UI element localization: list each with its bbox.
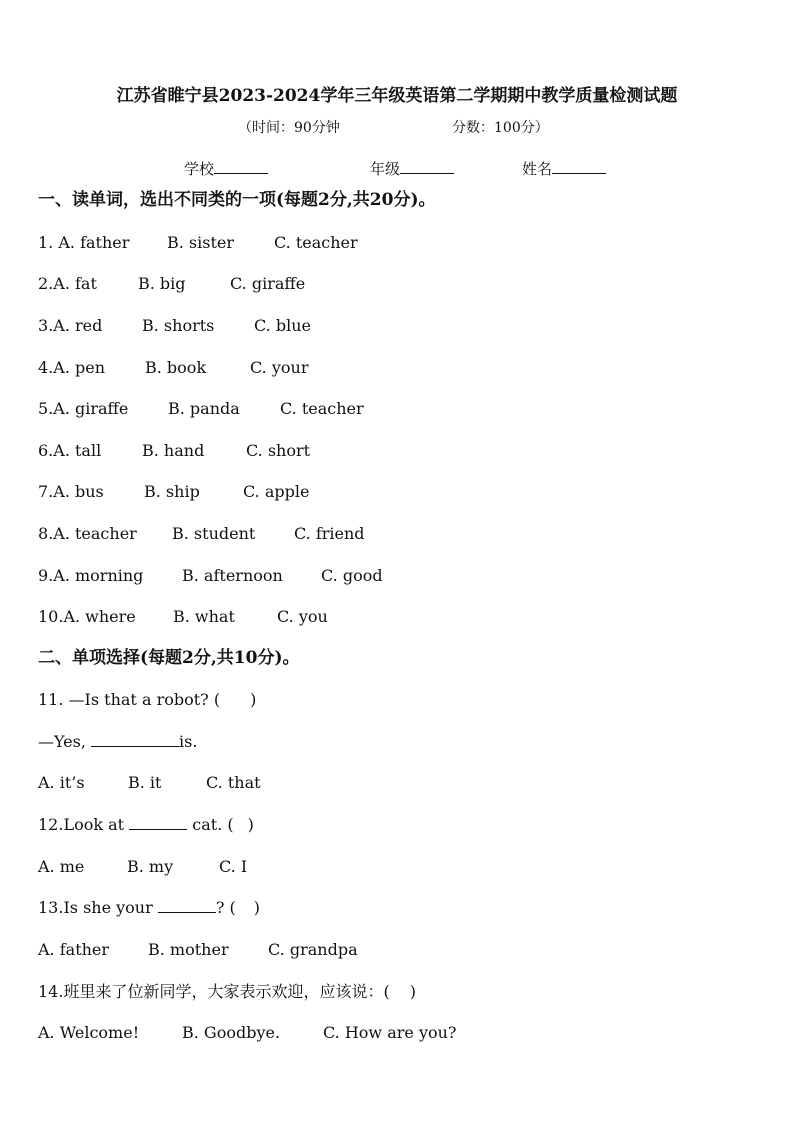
question-1 [38, 233, 358, 253]
question-12 [38, 815, 254, 835]
option-c: C. blue [254, 316, 311, 335]
name-label: 姓名 [522, 160, 553, 178]
option-b: B. ship [144, 482, 200, 501]
option-c: C. short [246, 441, 311, 460]
option-b: B. mother [148, 940, 229, 959]
reply-text-end: is. [179, 732, 198, 751]
option-c: C. grandpa [268, 940, 358, 959]
option-c: C. apple [243, 482, 310, 501]
option-c: C. How are you? [323, 1023, 457, 1042]
bracket-close: ) [247, 815, 254, 834]
question-11-options [38, 773, 261, 793]
question-8 [38, 524, 365, 544]
fill-blank[interactable] [158, 898, 216, 913]
section1-heading: 一、读单词，选出不同类的一项(每题2分,共20分)。 [38, 190, 436, 210]
section2-heading: 二、单项选择(每题2分,共10分)。 [38, 648, 300, 668]
question-stem: 12.Look at [38, 815, 130, 834]
question-13-options [38, 940, 358, 960]
option-a: 8.A. teacher [38, 524, 137, 543]
question-11 [38, 690, 256, 710]
option-c: C. giraffe [230, 274, 306, 293]
option-b: B. student [172, 524, 256, 543]
option-b: B. afternoon [182, 566, 283, 585]
time-label: （时间：90分钟 [238, 120, 340, 136]
option-a: 10.A. where [38, 607, 136, 626]
option-a: 5.A. giraffe [38, 399, 129, 418]
grade-field[interactable] [370, 159, 454, 179]
option-a: A. father [38, 940, 110, 959]
option-a: A. it’s [38, 773, 85, 792]
option-b: B. hand [142, 441, 205, 460]
option-a: 9.A. morning [38, 566, 144, 585]
fill-blank[interactable] [129, 815, 187, 830]
fill-blank[interactable] [91, 732, 179, 747]
option-a: 3.A. red [38, 316, 103, 335]
option-a: 4.A. pen [38, 358, 106, 377]
option-a: 7.A. bus [38, 482, 104, 501]
option-b: B. what [173, 607, 235, 626]
bracket-close: ) [250, 690, 257, 709]
question-3 [38, 316, 311, 336]
option-a: 1. A. father [38, 233, 130, 252]
school-blank[interactable] [214, 159, 268, 174]
option-b: B. panda [168, 399, 240, 418]
option-c: C. teacher [274, 233, 358, 252]
page-title: 江苏省睢宁县2023-2024学年三年级英语第二学期期中教学质量检测试题 [116, 86, 678, 106]
grade-label: 年级 [370, 160, 401, 178]
option-c: C. friend [294, 524, 365, 543]
option-c: C. teacher [280, 399, 364, 418]
bracket-close: ) [409, 982, 416, 1001]
score-label: 分数：100分） [452, 120, 549, 136]
option-b: B. Goodbye. [182, 1023, 281, 1042]
option-b: B. shorts [142, 316, 215, 335]
bracket-close: ) [253, 898, 260, 917]
question-2 [38, 274, 305, 294]
question-13 [38, 898, 260, 918]
option-b: B. it [128, 773, 162, 792]
option-b: B. my [127, 857, 174, 876]
option-b: B. big [138, 274, 186, 293]
school-label: 学校 [184, 160, 215, 178]
reply-text: —Yes, [38, 732, 92, 751]
name-blank[interactable] [552, 159, 606, 174]
question-14-options [38, 1023, 457, 1043]
question-5 [38, 399, 364, 419]
school-field[interactable] [184, 159, 268, 179]
option-b: B. book [145, 358, 207, 377]
question-stem-end: ? ( [215, 898, 236, 917]
option-a: 2.A. fat [38, 274, 97, 293]
option-b: B. sister [167, 233, 235, 252]
exam-meta [238, 118, 549, 138]
option-a: 6.A. tall [38, 441, 102, 460]
question-4 [38, 358, 308, 378]
option-a: A. Welcome! [38, 1023, 140, 1042]
question-stem-end: cat. ( [187, 815, 234, 834]
option-c: C. you [277, 607, 328, 626]
option-c: C. I [219, 857, 248, 876]
option-a: A. me [38, 857, 85, 876]
question-11-reply [38, 732, 197, 752]
question-stem: 11. —Is that a robot? ( [38, 690, 221, 709]
option-c: C. good [321, 566, 383, 585]
option-c: C. that [206, 773, 261, 792]
question-9 [38, 566, 383, 586]
question-14 [38, 982, 416, 1002]
question-stem: 13.Is she your [38, 898, 158, 917]
name-field[interactable] [522, 159, 606, 179]
question-6 [38, 441, 310, 461]
question-12-options [38, 857, 247, 877]
grade-blank[interactable] [400, 159, 454, 174]
question-7 [38, 482, 309, 502]
question-stem: 14.班里来了位新同学，大家表示欢迎，应该说：( [38, 982, 390, 1001]
option-c: C. your [250, 358, 309, 377]
question-10 [38, 607, 328, 627]
